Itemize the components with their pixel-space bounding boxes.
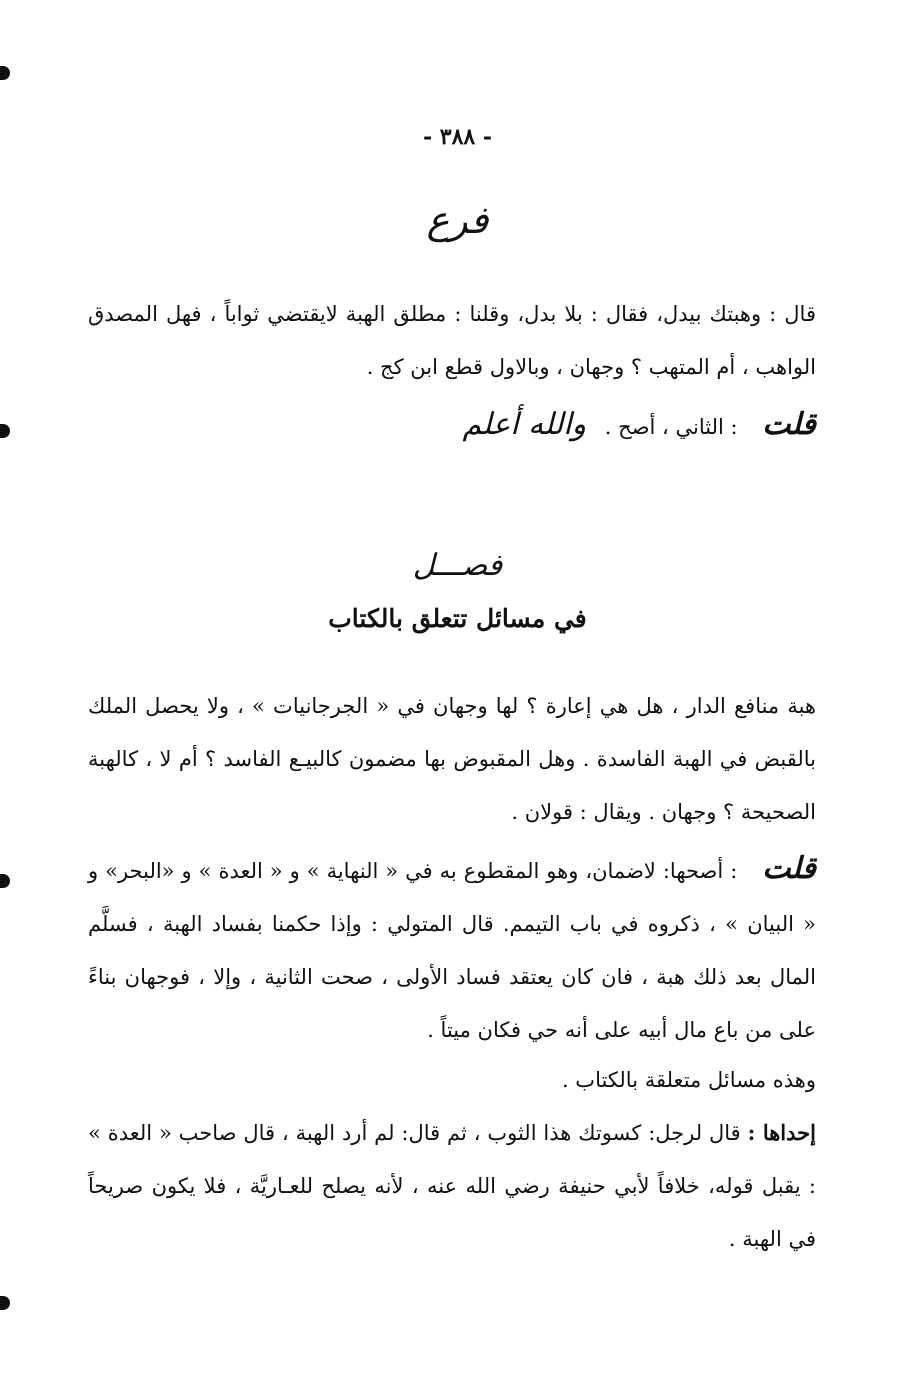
edge-mark <box>0 874 10 888</box>
qult-paragraph-2 <box>88 842 816 1057</box>
qult-1-text: : الثاني ، أصح . <box>604 415 738 439</box>
section-heading: فصـــل <box>412 548 503 583</box>
ihdaha-label: إحداها : <box>747 1120 816 1145</box>
paragraph-3: وهذه مسائل متعلقة بالكتاب . <box>561 1068 816 1092</box>
signature: والله أعلم <box>462 407 587 442</box>
paragraph-2: هبة منافع الدار ، هل هي إعارة ؟ لها وجهان في « الجرجانيات » ، ولا يحصل الملك بالقبض في الهبة الفاسدة . وهل المقبوض بها مضمون كالبيـع الفاسد ؟ أم لا ، كالهبة الصحيحة ؟ وجهان . ويقال : قولان . <box>88 694 816 824</box>
qult-label: قلت <box>762 407 816 442</box>
qult-label: قلت <box>762 851 816 886</box>
page-number: - ٣٨٨ - <box>422 124 493 150</box>
edge-mark <box>0 66 10 80</box>
paragraph-1: قال : وهبتك بيدل، فقال : بلا بدل، وقلنا : مطلق الهبة لايقتضي ثواباً ، فهل المصدق الواهب ، أم المتهب ؟ وجهان ، وبالاول قطع ابن كج . <box>88 302 816 379</box>
qult-paragraph-1 <box>88 398 816 454</box>
edge-mark <box>0 424 10 438</box>
qult-2-text: : أصحها: لاضمان، وهو المقطوع به في « النهاية » و « العدة » و «البحر» و « البيان » ، ذكروه في باب التيمم. قال المتولي : وإذا حكمنا بفساد الهبة ، فسلَّم المال بعد ذلك هبة ، فان كان يعتقد فساد الأولى ، صحت الثانية ، وإلا ، فوجهان بناءً على من باع مال أبيه على أنه حي فكان ميتاً . <box>88 859 816 1042</box>
section-subtitle: في مسائل تتعلق بالكتاب <box>328 604 587 633</box>
paragraph-4 <box>88 1106 816 1266</box>
heading-branch: فرع <box>426 198 489 242</box>
edge-mark <box>0 1296 10 1310</box>
paragraph-4-text: قال لرجل: كسوتك هذا الثوب ، ثم قال: لم أرد الهبة ، قال صاحب « العدة » : يقبل قوله، خلافاً لأبي حنيفة رضي الله عنه ، لأنه يصلح للعـاريَّة ، فلا يكون صريحاً في الهبة . <box>88 1121 816 1251</box>
